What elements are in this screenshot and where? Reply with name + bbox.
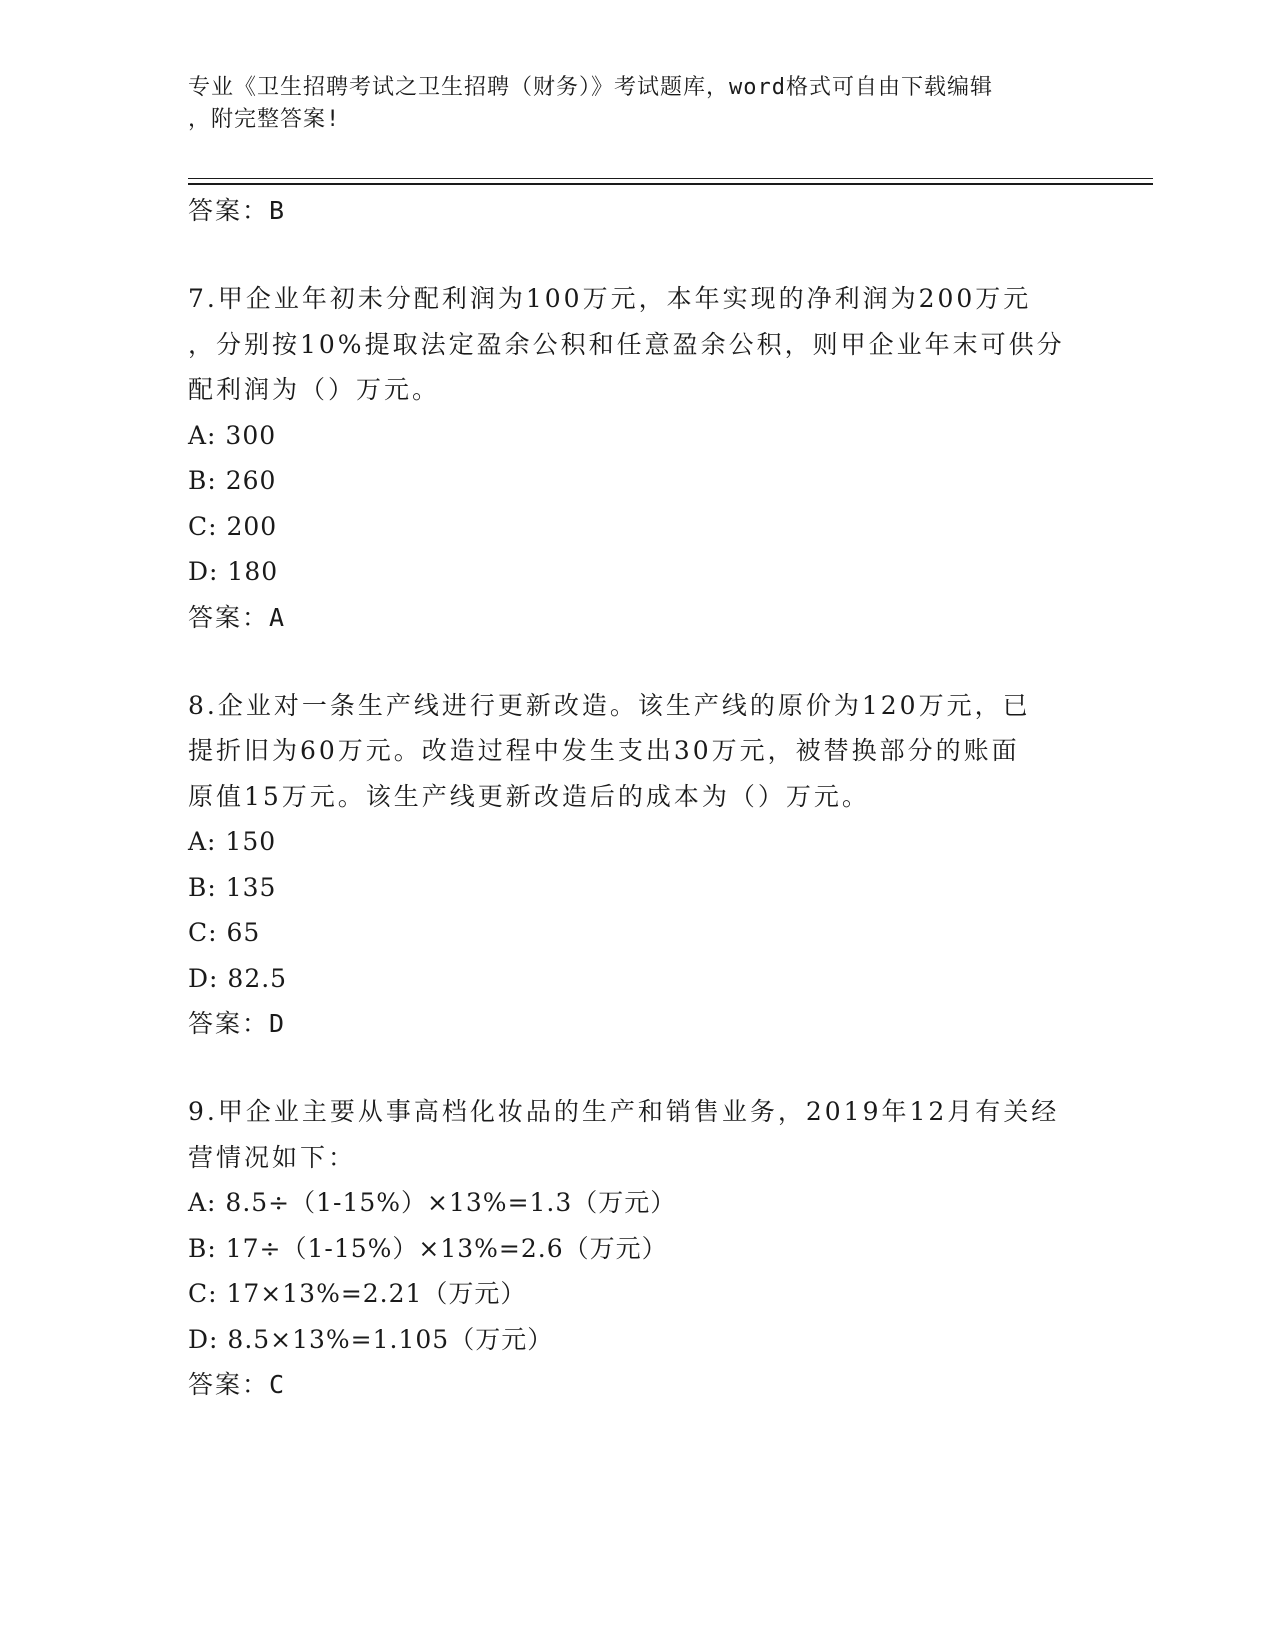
option-a: A: 300 xyxy=(188,420,277,450)
option-d: D: 82.5 xyxy=(188,963,288,993)
option-c: C: 65 xyxy=(188,918,261,947)
option-b: B: 135 xyxy=(188,872,277,902)
stem-line: ，分别按10%提取法定盈余公积和任意盈余公积，则甲企业年末可供分 xyxy=(188,329,1065,359)
question-8 xyxy=(188,683,1088,1048)
stem-line: 原值15万元。该生产线更新改造后的成本为（）万元。 xyxy=(188,781,870,811)
header-line-1: 专业《卫生招聘考试之卫生招聘（财务）》考试题库，word格式可自由下载编辑 xyxy=(188,75,993,100)
stem-line: 提折旧为60万元。改造过程中发生支出30万元，被替换部分的账面 xyxy=(188,736,1020,765)
question-stem xyxy=(188,683,1088,820)
answer-line: 答案：D xyxy=(188,1009,287,1038)
header-divider-thin xyxy=(188,178,1153,179)
stem-line: 9.甲企业主要从事高档化妆品的生产和销售业务，2019年12月有关经 xyxy=(188,1097,1060,1126)
option-d: D: 180 xyxy=(188,557,279,586)
option-d: D: 8.5×13%=1.105（万元） xyxy=(188,1324,554,1354)
header-line-2: ，附完整答案! xyxy=(188,107,341,132)
option-a: A: 150 xyxy=(188,827,277,856)
stem-line: 8.企业对一条生产线进行更新改造。该生产线的原价为120万元，已 xyxy=(188,690,1031,720)
question-stem xyxy=(188,276,1088,413)
question-gap xyxy=(188,1047,1088,1089)
stem-line: 配利润为（）万元。 xyxy=(188,375,441,404)
stem-line: 营情况如下： xyxy=(188,1142,357,1172)
header-divider-thick xyxy=(188,183,1153,185)
option-b: B: 17÷（1-15%）×13%=2.6（万元） xyxy=(188,1233,668,1263)
question-gap xyxy=(188,641,1088,683)
option-c: C: 17×13%=2.21（万元） xyxy=(188,1279,527,1308)
question-7 xyxy=(188,276,1088,641)
answer-line: 答案：A xyxy=(188,602,287,632)
document-header xyxy=(188,72,1068,136)
question-gap xyxy=(188,234,1088,276)
stem-line: 7.甲企业年初未分配利润为100万元，本年实现的净利润为200万元 xyxy=(188,284,1032,313)
answer-line: 答案：C xyxy=(188,1370,287,1399)
question-9 xyxy=(188,1089,1088,1408)
option-c: C: 200 xyxy=(188,511,278,541)
option-a: A: 8.5÷（1-15%）×13%=1.3（万元） xyxy=(188,1188,677,1217)
question-stem xyxy=(188,1089,1088,1180)
document-body xyxy=(188,188,1088,1408)
answer-line: 答案：B xyxy=(188,196,287,225)
option-b: B: 260 xyxy=(188,466,277,495)
